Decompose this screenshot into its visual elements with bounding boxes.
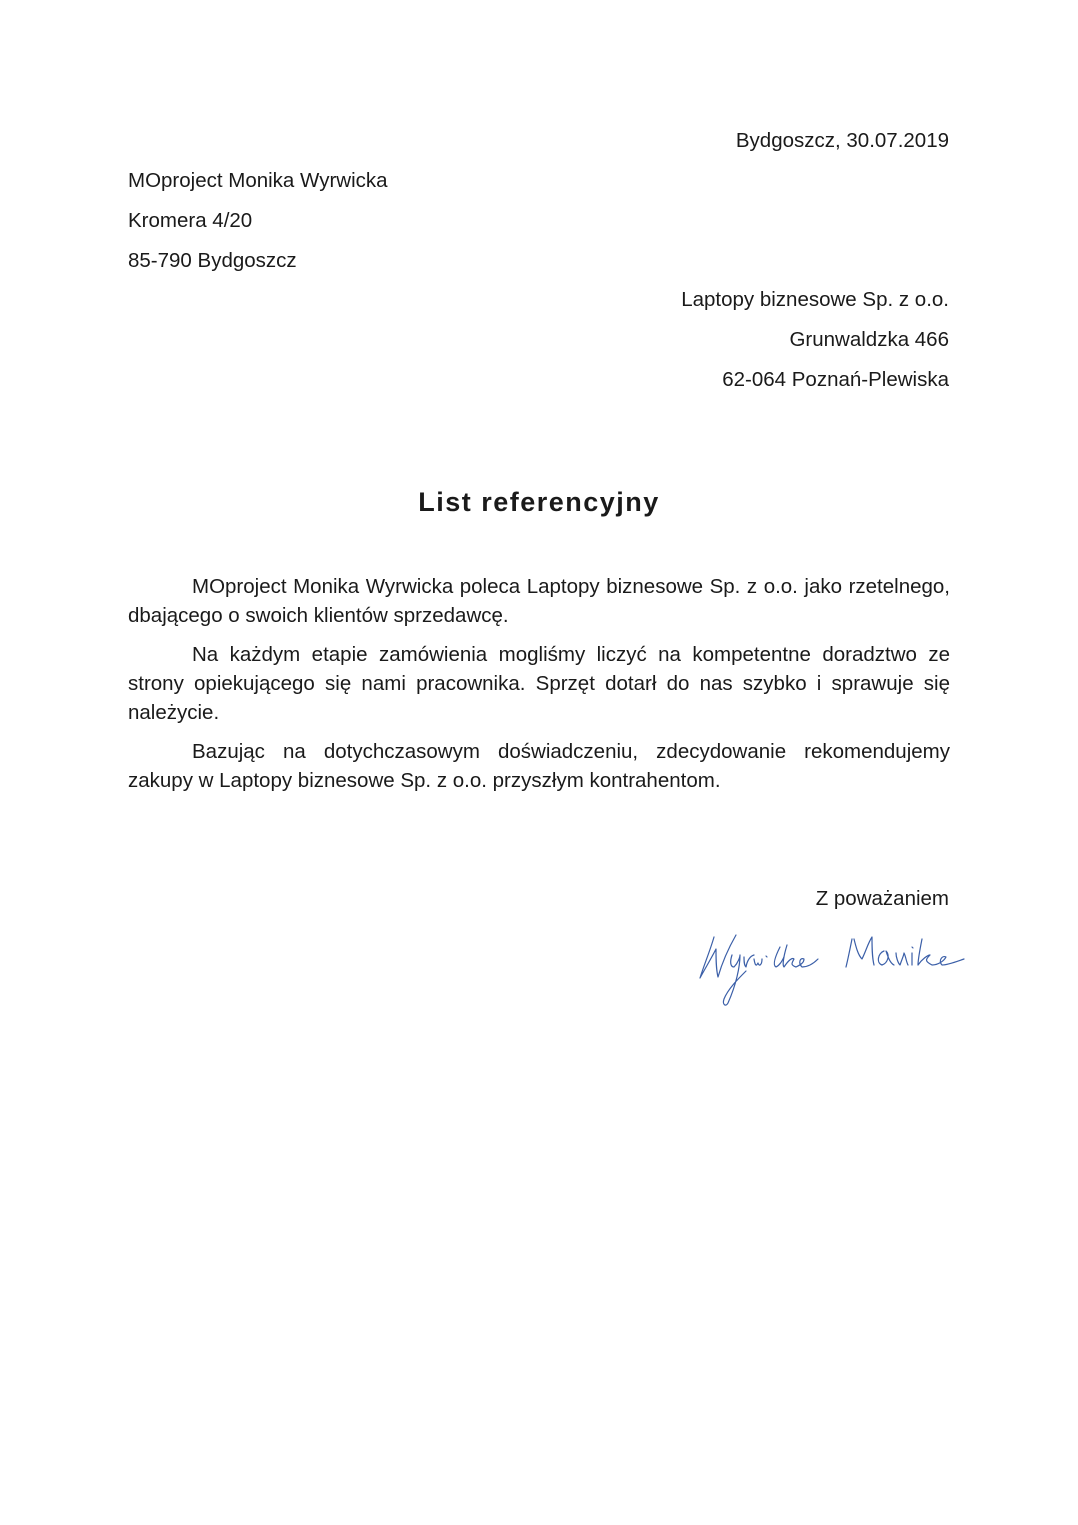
body-paragraph: Na każdym etapie zamówienia mogliśmy liczyć na kompetentne doradztwo ze strony opiekującego się nami pracownika. Sprzęt dotarł do nas szybko i sprawuje się należycie. (128, 643, 950, 724)
recipient-name: Laptopy biznesowe Sp. z o.o. (681, 288, 949, 311)
sender-address (128, 166, 388, 286)
sender-street: Kromera 4/20 (128, 209, 253, 232)
sender-city: 85-790 Bydgoszcz (128, 249, 297, 272)
recipient-address (681, 285, 949, 405)
recipient-street: Grunwaldzka 466 (789, 328, 949, 351)
sender-name: MOproject Monika Wyrwicka (128, 169, 388, 192)
closing-phrase: Z poważaniem (815, 887, 949, 910)
letter-body (128, 572, 950, 805)
handwritten-signature (692, 925, 977, 1015)
recipient-city: 62-064 Poznań-Plewiska (722, 368, 949, 391)
signature-strokes (700, 935, 964, 1005)
body-paragraph: MOproject Monika Wyrwicka poleca Laptopy biznesowe Sp. z o.o. jako rzetelnego, dbającego o swoich klientów sprzedawcę. (128, 575, 950, 627)
body-paragraph: Bazując na dotychczasowym doświadczeniu, zdecydowanie rekomendujemy zakupy w Laptopy biznesowe Sp. z o.o. przyszłym kontrahentom. (128, 740, 950, 792)
place-and-date: Bydgoszcz, 30.07.2019 (735, 129, 949, 152)
letter-title: List referencyjny (418, 487, 660, 517)
